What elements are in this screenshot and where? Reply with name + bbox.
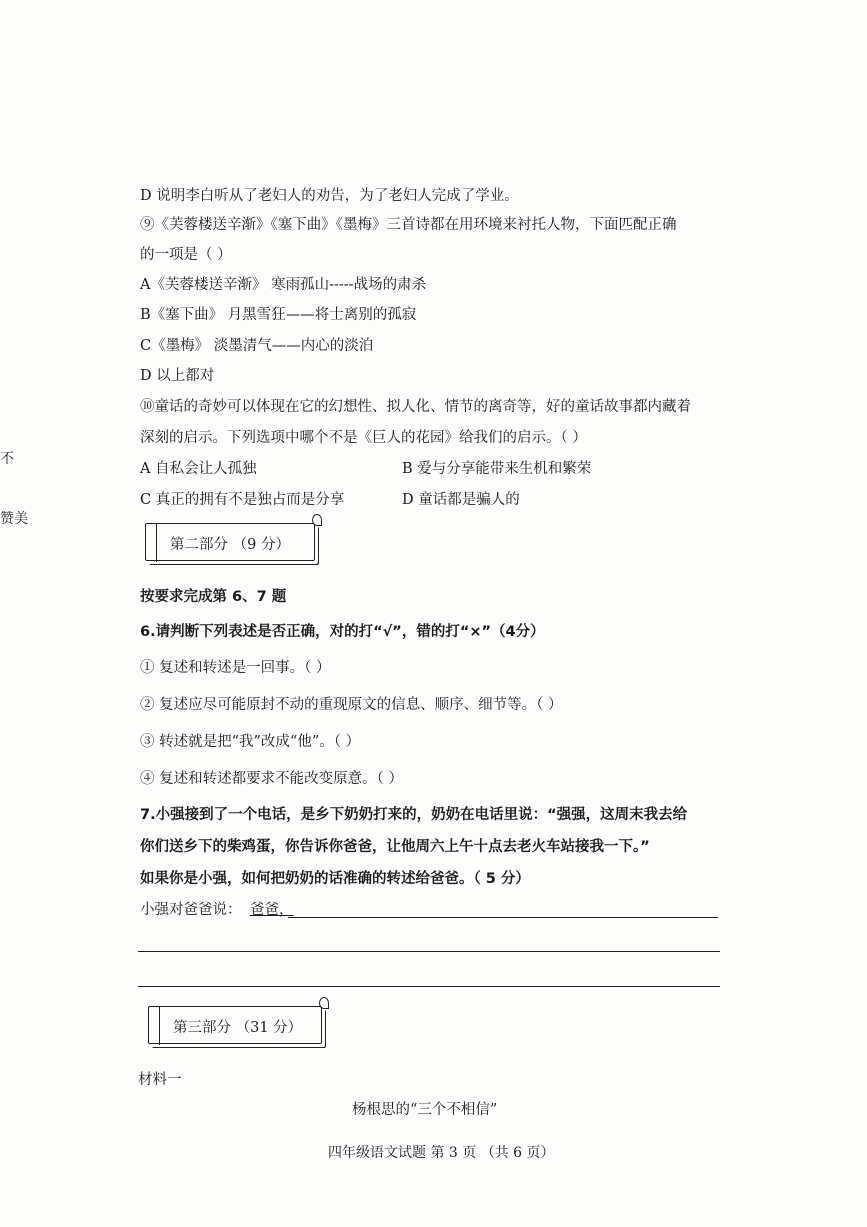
q6-stem: 6.请判断下列表述是否正确，对的打“√”，错的打“×”（4分） <box>140 624 545 640</box>
q9-stem-line2: 的一项是（ ） <box>140 247 232 263</box>
q6-item-3: ③ 转述就是把“我”改成“他”。（ ） <box>140 734 361 750</box>
part2-instruction: 按要求完成第 6、7 题 <box>140 589 287 605</box>
q7-line3: 如果你是小强，如何把奶奶的话准确的转述给爸爸。（ 5 分） <box>140 871 530 887</box>
q9-option-d: D 以上都对 <box>140 368 215 384</box>
q10-option-b: B 爱与分享能带来生机和繁荣 <box>402 461 592 477</box>
q9-option-a: A《芙蓉楼送辛渐》 寒雨孤山-----战场的肃杀 <box>140 277 427 293</box>
q7-line1: 7.小强接到了一个电话，是乡下奶奶打来的，奶奶在电话里说：“强强，这周末我去给 <box>140 807 688 823</box>
answer-line-2[interactable] <box>138 951 720 952</box>
q9-option-b: B《塞下曲》 月黑雪狂——将士离别的孤寂 <box>140 307 417 323</box>
q10-stem-line1: ⑩童话的奇妙可以体现在它的幻想性、拟人化、情节的离奇等，好的童话故事都内藏着 <box>140 399 691 415</box>
answer-line-3[interactable] <box>138 986 720 987</box>
material-label: 材料一 <box>138 1072 182 1088</box>
q7-answer-text[interactable]: 爸爸， <box>250 902 294 918</box>
margin-note-bottom: 赞美 <box>0 511 28 527</box>
q8-option-d: D 说明李白听从了老妇人的劝告，为了老妇人完成了学业。 <box>140 188 519 204</box>
part3-banner-label: 第三部分 （31 分） <box>173 1020 303 1036</box>
q9-option-c: C《墨梅》 淡墨清气——内心的淡泊 <box>140 338 374 354</box>
q10-option-c: C 真正的拥有不是独占而是分享 <box>140 492 345 508</box>
q6-item-2: ② 复述应尽可能原封不动的重现原文的信息、顺序、细节等。（ ） <box>140 697 563 713</box>
part2-banner <box>145 523 315 561</box>
q7-prompt: 小强对爸爸说： <box>140 902 242 918</box>
page-footer: 四年级语文试题 第 3 页 （共 6 页） <box>328 1145 555 1161</box>
q10-option-d: D 童话都是骗人的 <box>402 492 520 508</box>
q9-stem-line1: ⑨《芙蓉楼送辛渐》《塞下曲》《墨梅》三首诗都在用环境来衬托人物，下面匹配正确 <box>140 217 677 233</box>
q10-option-a: A 自私会让人孤独 <box>140 461 257 477</box>
part3-banner <box>148 1006 322 1044</box>
q6-item-4: ④ 复述和转述都要求不能改变原意。（ ） <box>140 771 403 787</box>
q10-stem-line2: 深刻的启示。下列选项中哪个不是《巨人的花园》给我们的启示。（ ） <box>140 430 587 446</box>
q7-line2: 你们送乡下的柴鸡蛋，你告诉你爸爸，让他周六上午十点去老火车站接我一下。” <box>140 839 650 855</box>
article-title: 杨根思的“三个不相信” <box>352 1102 498 1118</box>
answer-line-1[interactable] <box>288 917 718 918</box>
margin-note-top: 不 <box>0 451 14 467</box>
part2-banner-label: 第二部分 （9 分） <box>170 537 290 553</box>
q6-item-1: ① 复述和转述是一回事。（ ） <box>140 660 331 676</box>
